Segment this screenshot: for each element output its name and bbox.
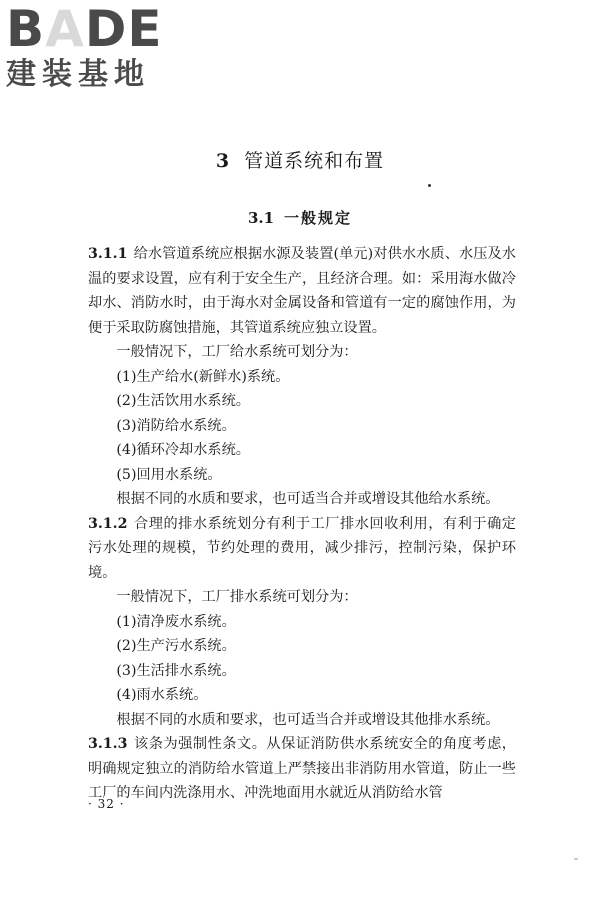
section-title xyxy=(0,207,600,228)
list-item: (3)生活排水系统。 xyxy=(116,662,236,679)
logo-letters-de: DE xyxy=(84,0,163,58)
chapter-number: 3 xyxy=(215,150,231,172)
section-number: 3.1 xyxy=(247,209,275,227)
list-item: (5)回用水系统。 xyxy=(116,466,222,483)
paragraph-clause-3-1-1 xyxy=(88,242,516,340)
paragraph-text: 合理的排水系统划分有利于工厂排水回收利用，有利于确定污水处理的规模，节约处理的费用，减少排污，控制污染，保护环境。 xyxy=(88,515,516,581)
logo-letter-b: B xyxy=(6,0,46,58)
clause-number: 3.1.1 xyxy=(88,246,128,262)
list-item: (1)生产给水(新鲜水)系统。 xyxy=(116,368,290,385)
page-number: · 32 · xyxy=(88,797,125,811)
list-item: (2)生活饮用水系统。 xyxy=(116,393,250,409)
list-item: (1)清净废水系统。 xyxy=(116,613,236,630)
section-title-text: 一般规定 xyxy=(284,209,353,227)
paragraph: 根据不同的水质和要求，也可适当合并或增设其他排水系统。 xyxy=(116,711,500,728)
paragraph-text: 给水管道系统应根据水源及装置(单元)对供水水质、水压及水温的要求设置，应有利于安全生产，且经济合理。如：采用海水做冷却水、消防水时，由于海水对金属设备和管道有一定的腐蚀作用，为便于采取防腐蚀措施，其管道系统应独立设置。 xyxy=(88,246,516,336)
logo-letter-a: A xyxy=(45,0,85,58)
paragraph: 根据不同的水质和要求，也可适当合并或增设其他给水系统。 xyxy=(116,491,500,507)
scan-mark xyxy=(574,858,578,860)
list-item: (4)雨水系统。 xyxy=(116,687,208,703)
list-item: (2)生产污水系统。 xyxy=(116,638,236,654)
chapter-title xyxy=(0,146,600,173)
list-item: (4)循环冷却水系统。 xyxy=(116,442,250,458)
stray-dot xyxy=(428,184,431,187)
paragraph-text: 该条为强制性条文。从保证消防供水系统安全的角度考虑，明确规定独立的消防给水管道上严禁接出非消防用水管道，防止一些工厂的车间内洗涤用水、冲洗地面用水就近从消防给水管 xyxy=(88,736,516,801)
clause-number: 3.1.3 xyxy=(88,736,128,752)
logo xyxy=(6,0,176,96)
logo-subtitle: 建装基地 xyxy=(6,57,150,92)
paragraph-clause-3-1-2 xyxy=(88,512,516,586)
list-item: (3)消防给水系统。 xyxy=(116,417,236,434)
chapter-title-text: 管道系统和布置 xyxy=(244,150,385,172)
body-content xyxy=(88,242,516,806)
paragraph: 一般情况下，工厂排水系统可划分为： xyxy=(116,589,358,605)
paragraph: 一般情况下，工厂给水系统可划分为： xyxy=(116,344,358,360)
paragraph-clause-3-1-3 xyxy=(88,732,516,806)
logo-wordmark xyxy=(6,0,163,58)
clause-number: 3.1.2 xyxy=(88,515,128,532)
